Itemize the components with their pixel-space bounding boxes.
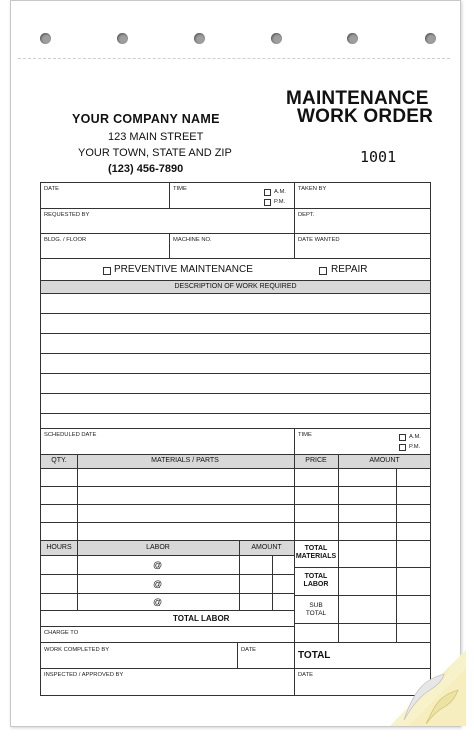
page-curl-carbon-copies [386,646,466,726]
divider [237,642,238,668]
materials-row-line [41,522,430,523]
scheduled-am-label: A.M. [409,434,421,440]
materials-row-line [41,486,430,487]
company-address: 123 MAIN STREET [108,131,204,143]
divider [294,595,430,596]
total-labor-side-label [294,573,338,589]
divider [41,428,430,429]
scheduled-date-label: SCHEDULED DATE [44,432,97,438]
taken-by-label: TAKEN BY [298,186,327,192]
requested-by-label: REQUESTED BY [44,212,90,218]
company-phone: (123) 456-7890 [108,163,184,175]
total-labor-line2: LABOR [303,581,329,588]
amount-header: AMOUNT [369,457,400,464]
description-title: DESCRIPTION OF WORK REQUIRED [174,283,297,290]
pm-label: P.M. [274,199,286,205]
grand-total-label: TOTAL [298,650,331,661]
scheduled-pm-label: P.M. [409,444,421,450]
form-title-line2: WORK ORDER [297,106,434,127]
charge-to-label: CHARGE TO [44,630,79,636]
divider [41,642,430,643]
divider [169,183,170,208]
labor-at-sign: @ [153,560,163,570]
divider [294,668,295,695]
labor-row-line [41,574,294,575]
materials-parts-header: MATERIALS / PARTS [151,457,219,464]
binding-hole [117,33,128,44]
form-title-line1: MAINTENANCE [286,88,429,109]
inspected-label: INSPECTED / APPROVED BY [44,672,124,678]
divider [41,610,294,611]
divider [41,555,294,556]
work-completed-date-label: DATE [241,647,257,653]
divider [239,540,240,610]
binding-hole [425,33,436,44]
pm-checkbox[interactable] [264,199,271,206]
hours-header: HOURS [46,544,72,551]
description-line [41,373,430,374]
divider [272,555,273,610]
divider [169,233,170,258]
bldg-floor-label: BLDG. / FLOOR [44,237,87,243]
labor-header-label: LABOR [146,544,170,551]
company-city: YOUR TOWN, STATE AND ZIP [78,147,232,159]
company-name: YOUR COMPANY NAME [72,112,220,126]
divider [77,454,78,540]
divider [41,668,430,669]
labor-amount-header: AMOUNT [251,544,282,551]
preventive-checkbox[interactable] [103,267,111,275]
description-line [41,393,430,394]
divider [41,293,430,294]
divider [294,183,295,208]
divider [338,454,339,540]
am-checkbox[interactable] [264,189,271,196]
divider [294,567,430,568]
description-line [41,313,430,314]
binding-hole [347,33,358,44]
description-line [41,333,430,334]
total-labor-label: TOTAL LABOR [173,614,230,623]
divider [41,233,430,234]
description-line [41,413,430,414]
form-number: 1001 [360,148,397,166]
perforation-line [18,58,450,59]
divider [294,428,295,454]
divider [396,468,397,642]
labor-at-sign: @ [153,579,163,589]
binding-hole [40,33,51,44]
description-line [41,353,430,354]
divider [294,642,295,668]
divider [294,208,295,233]
preventive-label: PREVENTIVE MAINTENANCE [114,264,253,275]
total-materials-label [294,545,338,561]
divider [77,540,78,610]
divider [294,623,430,624]
subtotal-label [294,602,338,618]
divider [41,208,430,209]
work-completed-label: WORK COMPLETED BY [44,647,110,653]
total-materials-line1: TOTAL [304,545,328,552]
repair-checkbox[interactable] [319,267,327,275]
binding-hole [271,33,282,44]
inspected-date-label: DATE [298,672,314,678]
labor-at-sign: @ [153,597,163,607]
materials-row-line [41,504,430,505]
machine-no-label: MACHINE NO. [173,237,212,243]
scheduled-am-checkbox[interactable] [399,434,406,441]
divider [41,258,430,259]
scheduled-time-label: TIME [298,432,312,438]
divider [41,468,430,469]
price-header: PRICE [305,457,327,464]
total-labor-line1: TOTAL [304,573,328,580]
date-label: DATE [44,186,60,192]
divider [294,454,295,540]
labor-row-line [41,593,294,594]
qty-header: QTY. [51,457,67,464]
am-label: A.M. [274,189,286,195]
total-materials-line2: MATERIALS [295,553,337,560]
divider [41,626,294,627]
subtotal-line1: SUB [309,602,323,609]
time-label: TIME [173,186,187,192]
divider [294,233,295,258]
subtotal-line2: TOTAL [305,610,327,617]
date-wanted-label: DATE WANTED [298,237,340,243]
divider [338,540,339,642]
dept-label: DEPT. [298,212,315,218]
work-order-form [40,182,431,696]
scheduled-pm-checkbox[interactable] [399,444,406,451]
repair-label: REPAIR [331,264,368,275]
binding-hole [194,33,205,44]
